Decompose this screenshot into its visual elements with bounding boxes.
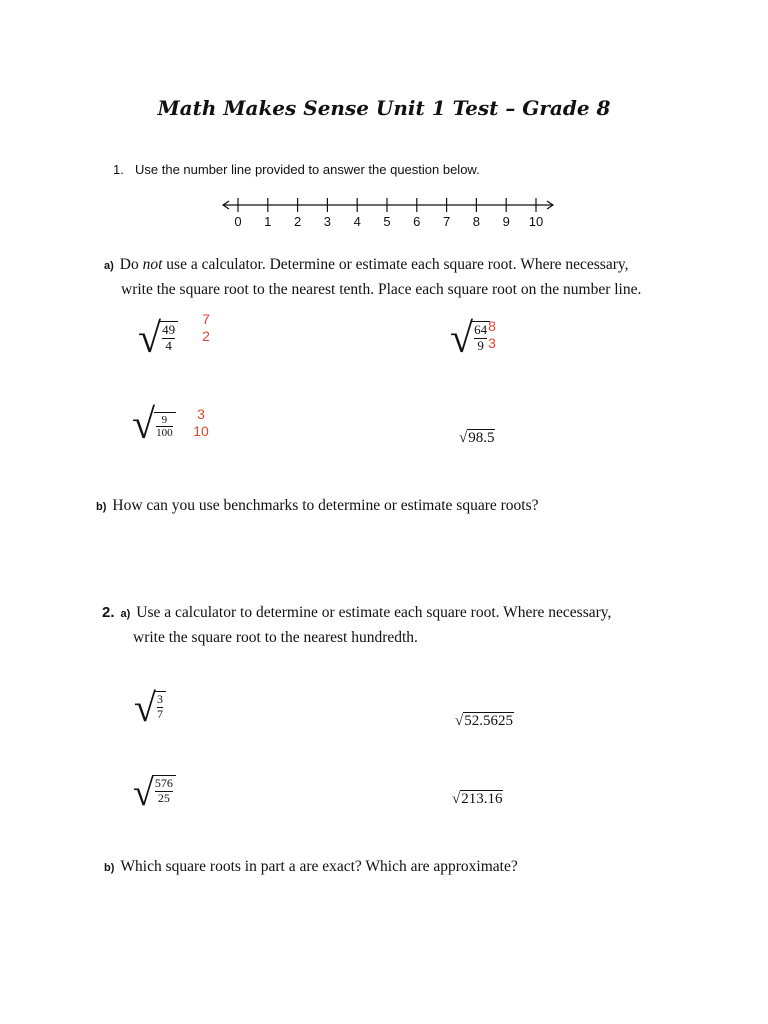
number-line-tick-label: 7 xyxy=(442,214,451,229)
question-1b xyxy=(96,494,539,519)
denominator: 100 xyxy=(156,427,173,440)
q1-item-sqrt-9-over-100 xyxy=(132,404,176,446)
denominator: 4 xyxy=(165,338,172,354)
number-line-tick-label: 3 xyxy=(323,214,332,229)
answer-numerator: 8 xyxy=(488,318,496,334)
radicand: 213.16 xyxy=(461,791,503,807)
radical-sign: √ xyxy=(459,430,468,446)
radical-sign: √ xyxy=(450,316,474,362)
q1a-line1-end: use a calculator. Determine or estimate each square root. Where necessary, xyxy=(162,256,629,273)
page-title: Math Makes Sense Unit 1 Test – Grade 8 xyxy=(157,96,611,120)
radical-sign: √ xyxy=(455,713,464,729)
q1-item-sqrt-49-over-4 xyxy=(138,318,178,360)
number-line-tick-label: 2 xyxy=(293,214,302,229)
radical-sign: √ xyxy=(132,402,156,448)
q1-answer-1 xyxy=(197,311,215,345)
number-line-tick-label: 6 xyxy=(413,214,421,229)
question-1-text: Use the number line provided to answer the question below. xyxy=(135,162,480,177)
radical-sign: √ xyxy=(134,685,156,730)
radical-sign: √ xyxy=(138,316,162,362)
question-2-number: 2. xyxy=(102,604,115,621)
number-line xyxy=(215,195,560,235)
answer-denominator: 3 xyxy=(488,335,496,351)
q1a-emphasis-not: not xyxy=(142,256,163,273)
question-2b xyxy=(104,855,518,880)
q2-item-sqrt-213-16 xyxy=(452,791,503,808)
q1a-line1-start: Do xyxy=(119,256,143,273)
numerator: 576 xyxy=(154,776,173,791)
part-a-label: a) xyxy=(120,608,131,620)
radical-sign: √ xyxy=(133,772,154,814)
q1-item-sqrt-98-5 xyxy=(459,430,495,447)
question-1a-instructions xyxy=(104,253,664,301)
answer-denominator: 2 xyxy=(202,328,210,344)
radical-sign: √ xyxy=(452,791,461,807)
q2a-line1: Use a calculator to determine or estimate each square root. Where necessary, xyxy=(136,604,612,621)
q1-answer-2 xyxy=(483,318,501,352)
q1a-line2: write the square root to the nearest tenth. Place each square root on the number line. xyxy=(121,281,642,298)
answer-numerator: 3 xyxy=(197,406,205,422)
question-1-prompt xyxy=(113,162,480,177)
part-a-label: a) xyxy=(104,260,114,272)
q2-item-sqrt-52-5625 xyxy=(455,713,514,730)
denominator: 7 xyxy=(156,707,163,722)
question-2a-instructions xyxy=(102,601,662,649)
question-1b-text: How can you use benchmarks to determine or estimate square roots? xyxy=(112,497,539,514)
number-line-tick-label: 10 xyxy=(528,214,544,229)
numerator: 9 xyxy=(156,414,173,428)
numerator: 64 xyxy=(474,322,488,338)
q2a-line2: write the square root to the nearest hundredth. xyxy=(133,629,418,646)
denominator: 25 xyxy=(157,791,170,806)
q2-item-sqrt-576-over-25 xyxy=(133,774,176,812)
number-line-tick-label: 5 xyxy=(383,214,391,229)
answer-denominator: 10 xyxy=(193,423,209,439)
number-line-tick-label: 9 xyxy=(502,214,510,229)
part-b-label: b) xyxy=(96,501,107,513)
answer-numerator: 7 xyxy=(202,311,210,327)
question-2b-text: Which square roots in part a are exact? Which are approximate? xyxy=(120,858,518,875)
part-b-label: b) xyxy=(104,862,115,874)
numerator: 3 xyxy=(156,692,163,707)
radicand: 98.5 xyxy=(468,430,495,446)
number-line-tick-label: 8 xyxy=(472,214,481,229)
number-line-tick-label: 1 xyxy=(264,214,272,229)
q1-answer-3 xyxy=(188,406,214,440)
question-1-number: 1. xyxy=(113,162,124,177)
number-line-tick-label: 4 xyxy=(353,214,361,229)
q2-item-sqrt-3-over-7 xyxy=(134,685,166,730)
number-line-tick-label: 0 xyxy=(234,214,242,229)
numerator: 49 xyxy=(162,322,176,338)
denominator: 9 xyxy=(477,338,484,354)
radicand: 52.5625 xyxy=(464,713,513,729)
